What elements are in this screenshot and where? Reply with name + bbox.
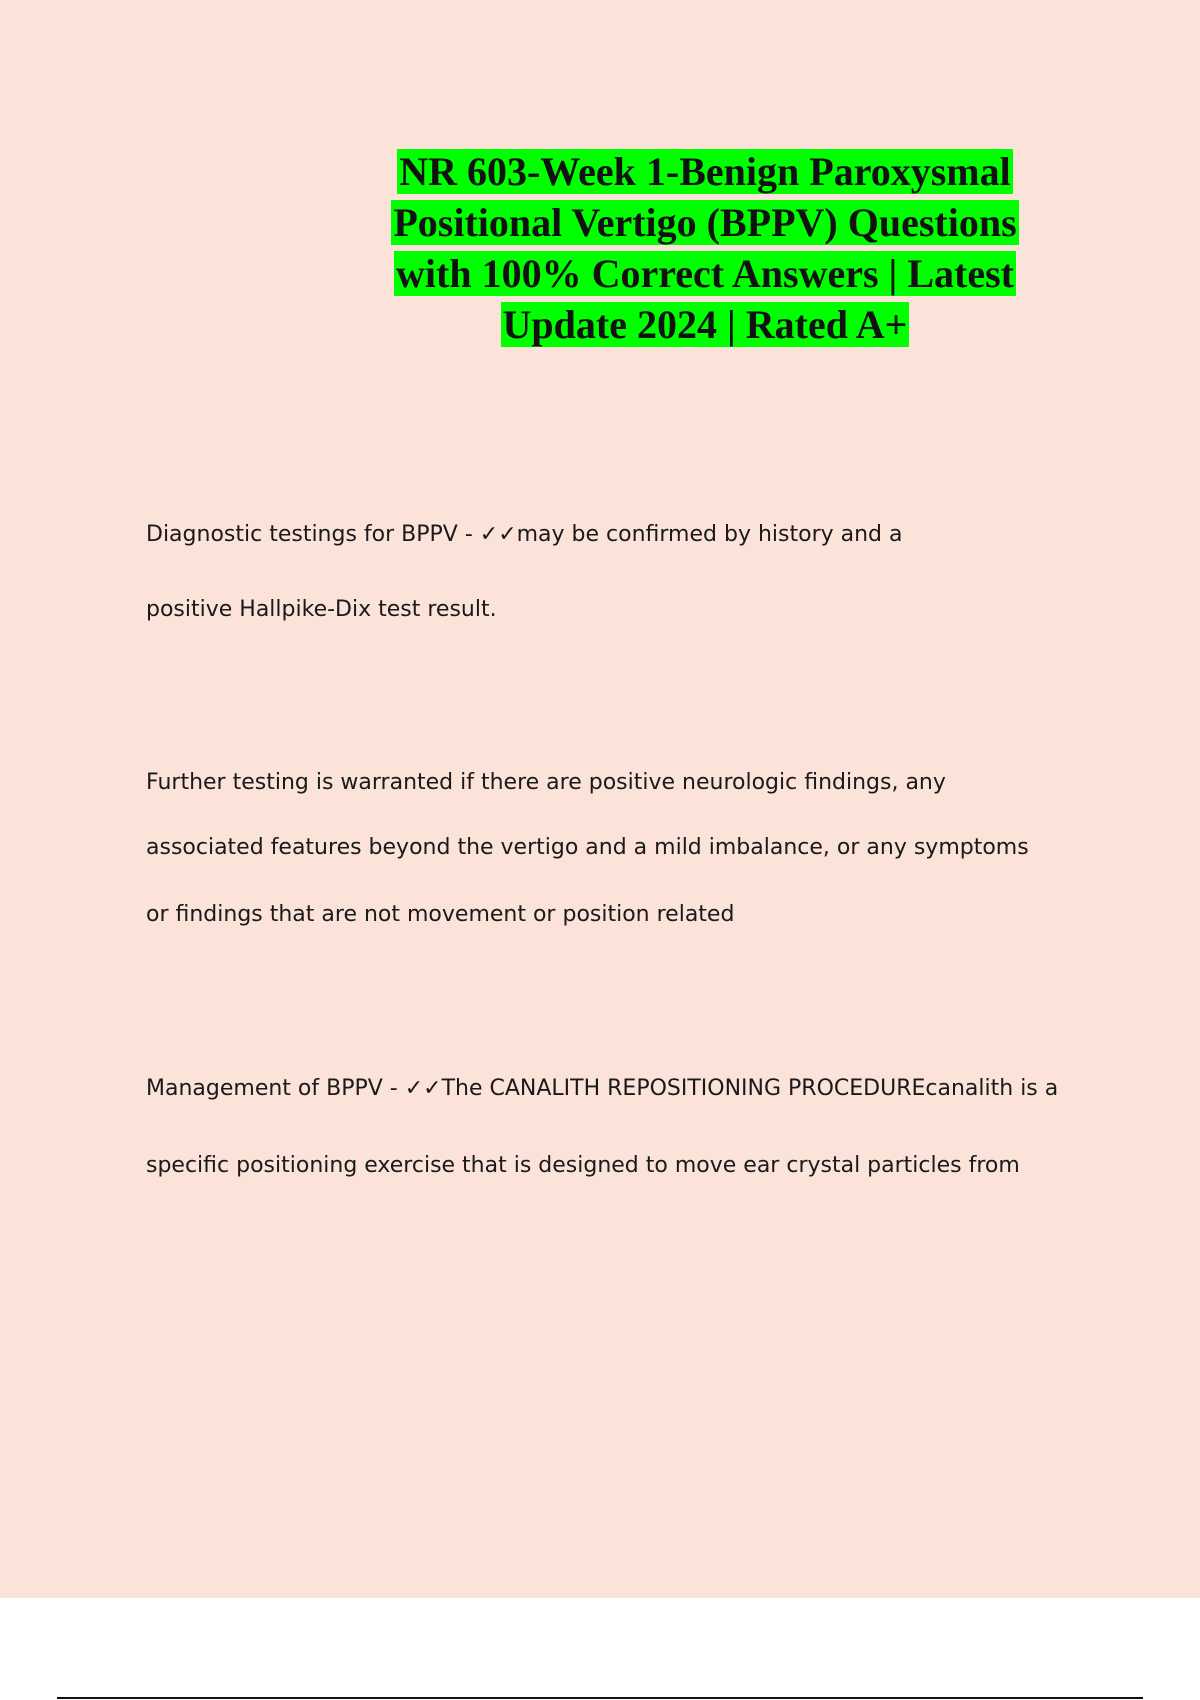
qa-line: Diagnostic testings for BPPV - ✓✓may be confirmed by history and a [146,522,903,547]
title-line: Update 2024 | Rated A+ [502,302,908,347]
title-line: with 100% Correct Answers | Latest [396,251,1014,296]
qa-line: positive Hallpike-Dix test result. [146,597,497,622]
title-line: NR 603-Week 1-Benign Paroxysmal [399,149,1011,194]
document-title [340,146,1070,350]
qa-line: or findings that are not movement or position related [146,902,735,927]
title-line: Positional Vertigo (BPPV) Questions [393,200,1017,245]
qa-line: associated features beyond the vertigo and a mild imbalance, or any symptoms [146,835,1029,860]
footer-divider [57,1697,1143,1699]
qa-line: specific positioning exercise that is designed to move ear crystal particles from [146,1153,1020,1178]
qa-line: Management of BPPV - ✓✓The CANALITH REPOSITIONING PROCEDUREcanalith is a [146,1076,1059,1101]
qa-line: Further testing is warranted if there are positive neurologic findings, any [146,770,946,795]
